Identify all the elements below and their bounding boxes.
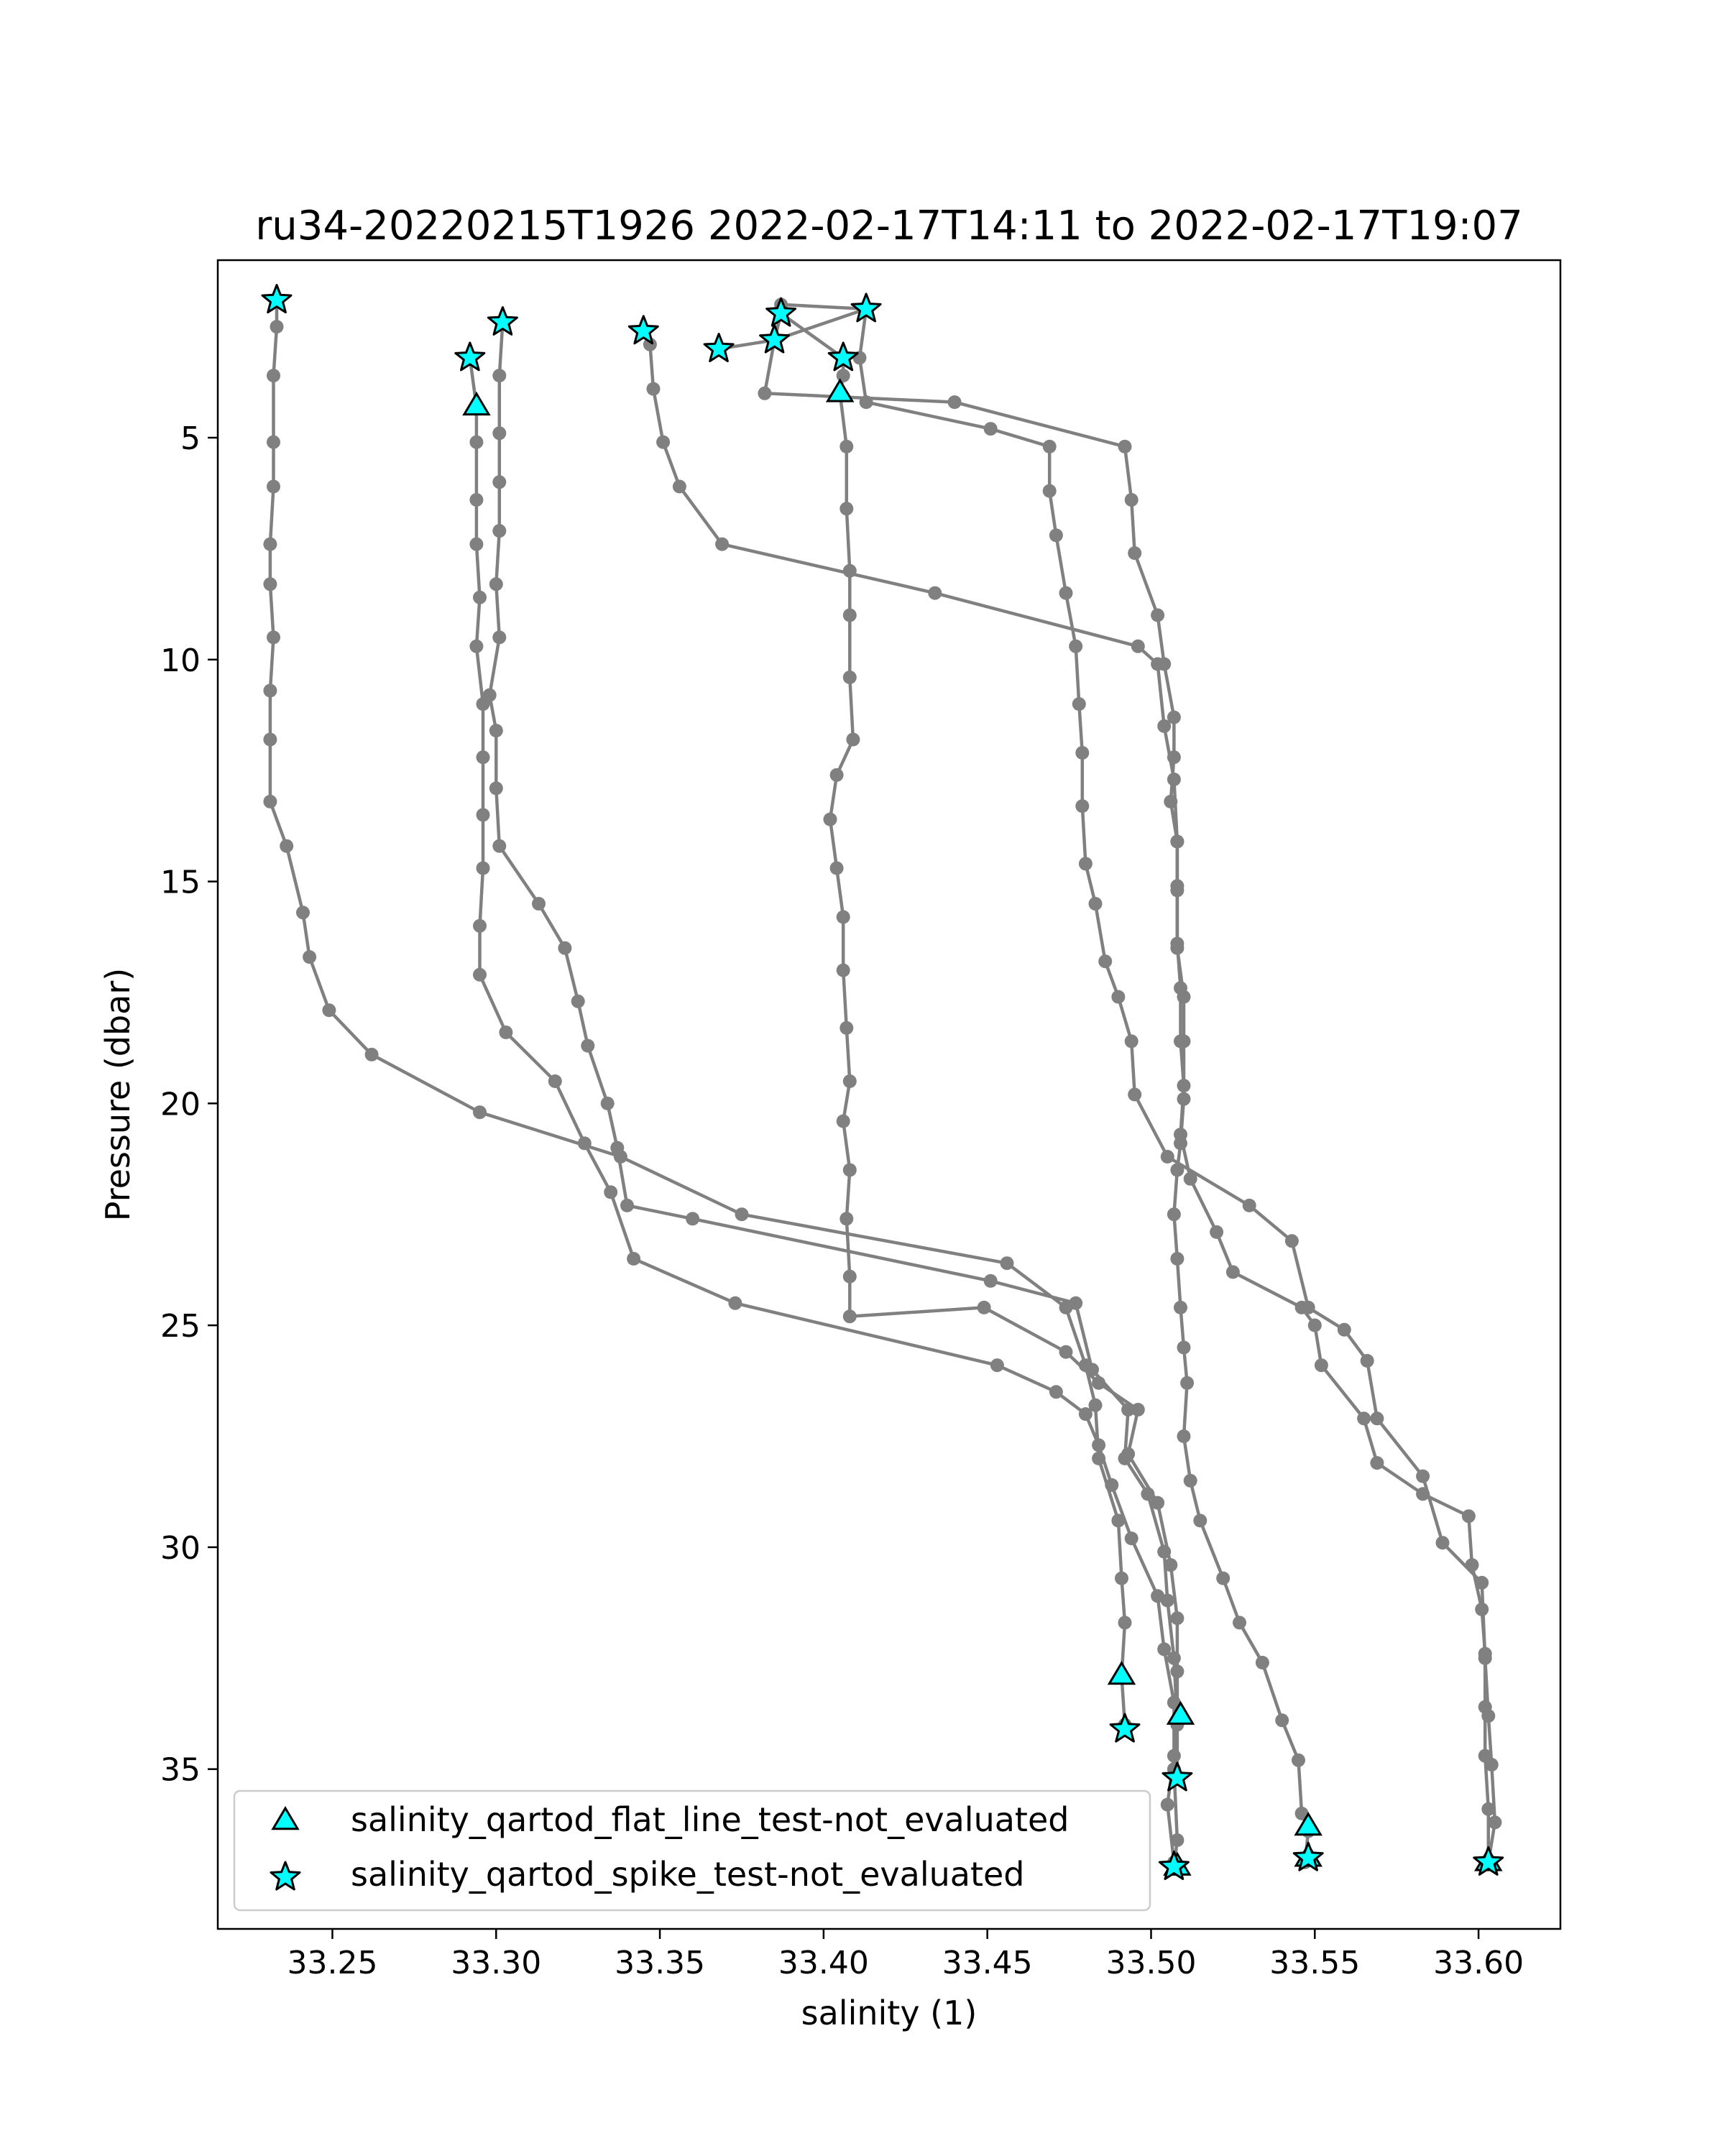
data-point [1170, 879, 1184, 893]
data-point [263, 577, 277, 591]
data-point [1098, 954, 1112, 968]
data-point [1157, 1642, 1171, 1656]
data-point [1243, 1199, 1256, 1212]
data-point [1170, 937, 1184, 951]
data-point [1167, 711, 1181, 724]
data-point [1170, 1252, 1184, 1266]
data-point [1174, 981, 1187, 995]
data-point [469, 493, 483, 507]
data-point [840, 440, 853, 453]
data-point [1370, 1411, 1384, 1425]
data-point [263, 795, 277, 808]
data-point [1164, 1558, 1177, 1572]
data-point [1069, 1296, 1082, 1310]
data-point [843, 1164, 857, 1177]
data-point [267, 436, 280, 449]
data-point [365, 1048, 379, 1061]
data-point [984, 1274, 998, 1288]
data-point [263, 684, 277, 698]
data-point [830, 862, 844, 875]
data-point [1151, 1589, 1164, 1603]
data-point [578, 1136, 592, 1150]
x-tick-label: 33.25 [287, 1945, 378, 1981]
data-point [1481, 1709, 1495, 1723]
data-point [1161, 1150, 1174, 1164]
data-point [843, 1074, 857, 1088]
data-point [1151, 1496, 1164, 1510]
data-point [1315, 1358, 1328, 1372]
x-axis-label: salinity (1) [801, 1994, 978, 2032]
data-point [1121, 1447, 1135, 1461]
data-point [1125, 1531, 1138, 1545]
data-point [489, 577, 503, 591]
data-point [1184, 1474, 1197, 1488]
data-point [843, 671, 857, 684]
data-point [1157, 658, 1171, 671]
data-point [473, 591, 487, 604]
data-point [473, 1105, 487, 1119]
data-point [1000, 1256, 1014, 1270]
data-point [1177, 1429, 1191, 1443]
data-point [1125, 493, 1138, 507]
data-point [489, 781, 503, 795]
data-point [267, 369, 280, 382]
data-point [830, 768, 844, 782]
data-point [558, 941, 571, 955]
data-point [1357, 1411, 1371, 1425]
data-point [1233, 1616, 1246, 1629]
data-point [1049, 528, 1063, 542]
data-point [978, 1301, 991, 1314]
data-point [1275, 1713, 1289, 1727]
data-point [1072, 697, 1086, 711]
data-point [469, 538, 483, 551]
data-point [601, 1097, 615, 1110]
data-point [473, 919, 487, 933]
data-point [656, 436, 670, 449]
legend-label-flat-line: salinity_qartod_flat_line_test-not_evaluated [351, 1800, 1070, 1839]
data-point [492, 475, 506, 489]
data-point [1043, 440, 1057, 453]
data-point [1059, 586, 1073, 600]
data-point [1485, 1758, 1499, 1772]
data-point [840, 1021, 853, 1035]
data-point [837, 964, 850, 977]
data-point [489, 724, 503, 737]
data-point [824, 813, 837, 826]
data-point [1488, 1815, 1501, 1829]
data-point [492, 630, 506, 644]
data-point [1475, 1576, 1489, 1590]
data-point [1049, 1385, 1063, 1399]
data-point [1170, 1664, 1184, 1678]
data-point [1256, 1656, 1269, 1669]
legend [234, 1791, 1150, 1910]
data-point [1167, 1207, 1181, 1221]
legend-label-spike: salinity_qartod_spike_test-not_evaluated [351, 1855, 1025, 1894]
data-point [263, 733, 277, 747]
data-point [1167, 750, 1181, 764]
data-point [604, 1185, 617, 1199]
data-point [267, 480, 280, 494]
data-point [1089, 897, 1103, 911]
data-point [1131, 1403, 1145, 1416]
data-point [492, 839, 506, 853]
data-point [990, 1358, 1004, 1372]
data-point [860, 395, 873, 409]
x-tick-label: 33.40 [778, 1945, 869, 1981]
data-point [1131, 640, 1145, 653]
data-point [840, 1212, 853, 1225]
data-point [837, 369, 850, 382]
data-point [1079, 857, 1092, 870]
data-point [840, 502, 853, 515]
data-point [1092, 1376, 1105, 1390]
data-point [1075, 799, 1089, 813]
y-tick-label: 30 [160, 1529, 201, 1567]
y-tick-label: 35 [160, 1751, 201, 1789]
data-point [492, 426, 506, 440]
data-point [1128, 1088, 1141, 1102]
data-point [1118, 1616, 1132, 1629]
data-point [1164, 795, 1177, 808]
data-point [715, 538, 729, 551]
y-tick-label: 20 [160, 1086, 201, 1123]
y-axis-label: Pressure (dbar) [98, 967, 137, 1222]
data-point [1370, 1456, 1384, 1470]
data-point [477, 750, 490, 764]
data-point [1193, 1514, 1207, 1527]
data-point [843, 1270, 857, 1284]
data-point [499, 1026, 512, 1039]
data-point [843, 609, 857, 622]
data-point [620, 1199, 634, 1212]
x-tick-label: 33.60 [1433, 1945, 1524, 1981]
x-tick-label: 33.35 [615, 1945, 706, 1981]
data-point [469, 640, 483, 653]
data-point [1174, 1301, 1187, 1314]
data-point [837, 1115, 850, 1128]
data-point [843, 564, 857, 578]
data-point [1174, 1034, 1187, 1048]
x-tick-label: 33.30 [451, 1945, 542, 1981]
data-point [1043, 484, 1057, 498]
data-point [1092, 1438, 1105, 1452]
data-point [532, 897, 546, 911]
data-point [473, 968, 487, 982]
data-point [1338, 1323, 1351, 1337]
data-point [1059, 1345, 1073, 1359]
x-tick-label: 33.50 [1105, 1945, 1197, 1981]
data-point [1075, 746, 1089, 760]
data-point [1226, 1266, 1240, 1279]
data-point [843, 1309, 857, 1323]
data-point [1111, 990, 1125, 1004]
data-point [1105, 1478, 1118, 1492]
chart-title: ru34-20220215T1926 2022-02-17T14:11 to 2022-02-17T19:07 [255, 203, 1523, 249]
data-point [1177, 1079, 1191, 1092]
data-point [1416, 1470, 1430, 1483]
data-point [477, 862, 490, 875]
data-point [267, 630, 280, 644]
data-point [1174, 1128, 1187, 1141]
data-point [1285, 1234, 1299, 1248]
data-point [728, 1296, 742, 1310]
data-point [984, 422, 998, 436]
data-point [673, 480, 686, 494]
data-point [492, 369, 506, 382]
data-point [270, 320, 284, 333]
y-tick-label: 15 [160, 864, 201, 901]
data-point [846, 733, 860, 747]
data-point [477, 697, 490, 711]
data-point [1361, 1354, 1374, 1368]
y-tick-label: 10 [160, 642, 201, 679]
data-point [1128, 546, 1141, 560]
data-point [686, 1212, 699, 1225]
x-tick-label: 33.45 [942, 1945, 1033, 1981]
data-point [1079, 1407, 1092, 1421]
data-point [1302, 1301, 1315, 1314]
data-point [1436, 1536, 1450, 1549]
data-point [1170, 1611, 1184, 1625]
data-point [735, 1207, 749, 1221]
data-point [1462, 1509, 1476, 1523]
data-point [477, 808, 490, 821]
data-point [280, 839, 293, 853]
data-point [1292, 1754, 1305, 1767]
data-point [1478, 1651, 1492, 1665]
data-point [928, 586, 942, 600]
data-point [1161, 1798, 1174, 1812]
data-point [1069, 640, 1082, 653]
data-point [492, 524, 506, 538]
y-tick-label: 25 [160, 1308, 201, 1345]
data-point [296, 906, 310, 919]
data-point [948, 395, 962, 409]
data-point [758, 387, 771, 400]
data-point [1125, 1034, 1138, 1048]
data-point [647, 382, 661, 396]
y-tick-label: 5 [180, 420, 201, 458]
data-point [581, 1039, 594, 1053]
data-point [1170, 835, 1184, 849]
data-point [837, 911, 850, 924]
data-point [1210, 1225, 1223, 1239]
data-point [1118, 440, 1132, 453]
data-point [322, 1003, 336, 1017]
data-point [571, 995, 585, 1008]
data-point [303, 950, 316, 964]
data-point [1115, 1572, 1128, 1585]
x-tick-label: 33.55 [1269, 1945, 1361, 1981]
data-point [263, 538, 277, 551]
data-point [1216, 1572, 1230, 1585]
data-point [1151, 609, 1164, 622]
data-point [610, 1141, 624, 1155]
data-point [1308, 1319, 1322, 1332]
data-point [1180, 1376, 1194, 1390]
data-point [469, 436, 483, 449]
data-point [1177, 1341, 1191, 1355]
data-point [548, 1074, 562, 1088]
data-point [627, 1252, 640, 1266]
